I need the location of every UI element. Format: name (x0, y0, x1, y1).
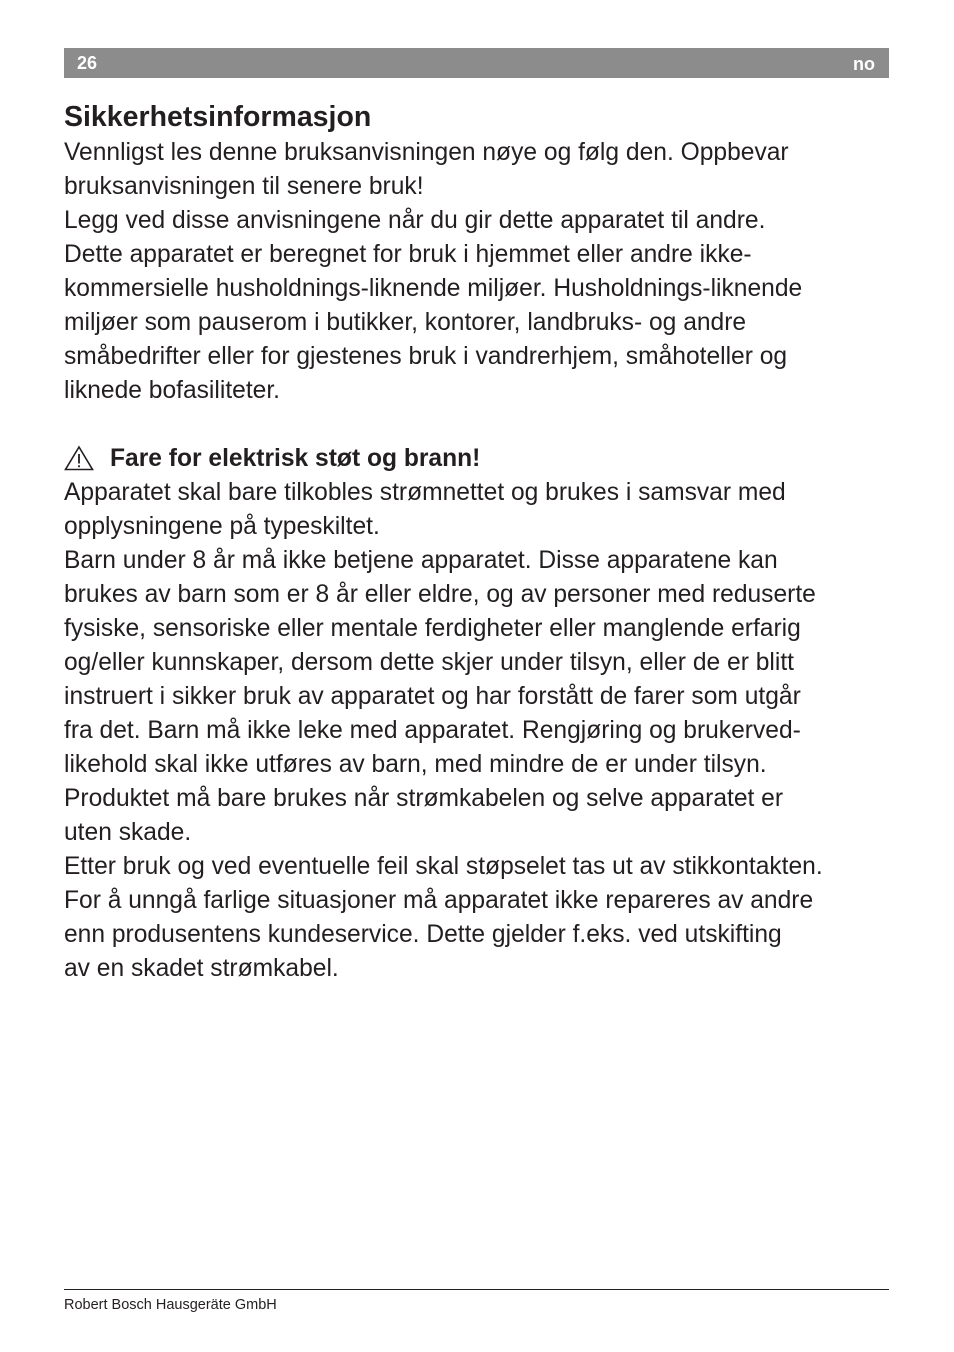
text-line: Produktet må bare brukes når strømkabelen og selve apparatet er (64, 785, 784, 812)
warning-heading (64, 442, 894, 476)
main-content (64, 98, 894, 986)
warning-paragraph-5 (64, 884, 894, 986)
text-line: Etter bruk og ved eventuelle feil skal støpselet tas ut av stikkontakten. (64, 853, 823, 880)
text-line: For å unngå farlige situasjoner må apparatet ikke repareres av andre (64, 887, 814, 914)
text-line: instruert i sikker bruk av apparatet og har forstått de farer som utgår (64, 683, 801, 710)
text-line: enn produsentens kundeservice. Dette gjelder f.eks. ved utskifting (64, 921, 782, 948)
text-line: fra det. Barn må ikke leke med apparatet. Rengjøring og brukerved- (64, 717, 801, 744)
text-line: fysiske, sensoriske eller mentale ferdigheter eller manglende erfarig (64, 615, 801, 642)
page-title: Sikkerhetsinformasjon (64, 101, 372, 133)
text-line: kommersielle husholdnings-liknende miljøer. Husholdnings-liknende (64, 275, 803, 302)
warning-heading-text: Fare for elektrisk støt og brann! (110, 445, 481, 472)
warning-triangle-icon (64, 445, 94, 471)
warning-paragraph-4 (64, 850, 894, 884)
intro-paragraph-3 (64, 238, 894, 408)
text-line: Apparatet skal bare tilkobles strømnettet og brukes i samsvar med (64, 479, 786, 506)
text-line: likehold skal ikke utføres av barn, med mindre de er under tilsyn. (64, 751, 767, 778)
text-line: Vennligst les denne bruksanvisningen nøye og følg den. Oppbevar (64, 139, 789, 166)
text-line: Dette apparatet er beregnet for bruk i hjemmet eller andre ikke- (64, 241, 752, 268)
intro-paragraph-1 (64, 136, 894, 204)
warning-paragraph-2 (64, 544, 894, 782)
page-number: 26 (77, 53, 98, 73)
text-line: uten skade. (64, 819, 192, 846)
text-line: Barn under 8 år må ikke betjene apparatet. Disse apparatene kan (64, 547, 778, 574)
text-line: og/eller kunnskaper, dersom dette skjer under tilsyn, eller de er blitt (64, 649, 794, 676)
section-spacer (64, 408, 894, 442)
text-line: opplysningene på typeskiltet. (64, 513, 380, 540)
text-line: miljøer som pauserom i butikker, kontorer, landbruks- og andre (64, 309, 747, 336)
warning-paragraph-1 (64, 476, 894, 544)
intro-paragraph-2 (64, 204, 894, 238)
text-line: brukes av barn som er 8 år eller eldre, og av personer med reduserte (64, 581, 816, 608)
page-header-bar (64, 48, 889, 78)
footer-company: Robert Bosch Hausgeräte GmbH (64, 1297, 277, 1313)
text-line: av en skadet strømkabel. (64, 955, 339, 982)
language-code: no (853, 54, 875, 74)
warning-paragraph-3 (64, 782, 894, 850)
footer-divider (64, 1289, 889, 1290)
text-line: Legg ved disse anvisningene når du gir dette apparatet til andre. (64, 207, 766, 234)
text-line: småbedrifter eller for gjestenes bruk i vandrerhjem, småhoteller og (64, 343, 788, 370)
text-line: bruksanvisningen til senere bruk! (64, 173, 424, 200)
text-line: liknede bofasiliteter. (64, 377, 281, 404)
